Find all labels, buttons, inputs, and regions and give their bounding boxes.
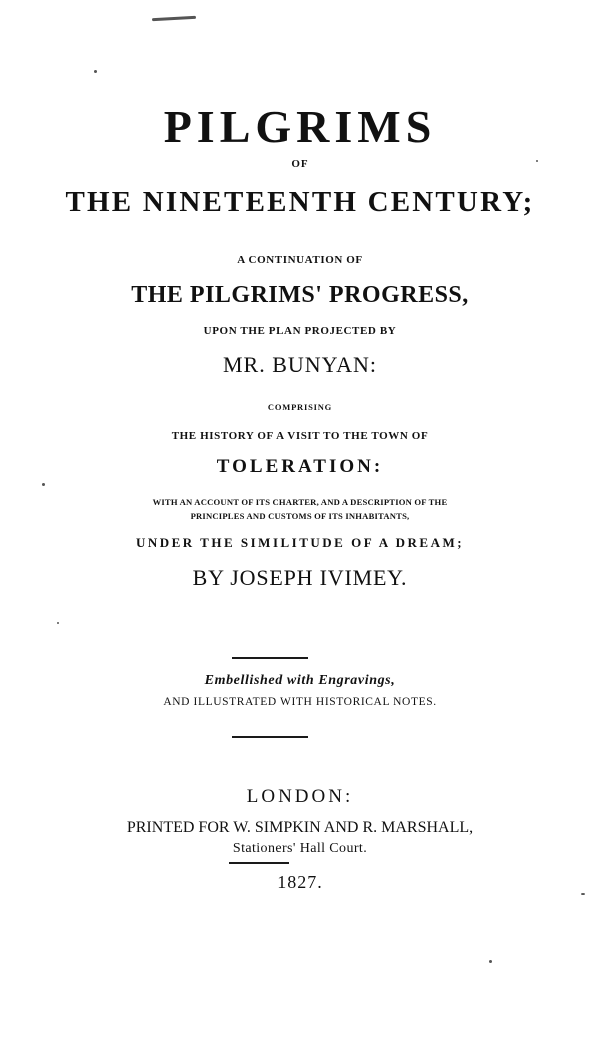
illustrated-line: AND ILLUSTRATED WITH HISTORICAL NOTES. xyxy=(163,696,437,708)
ink-speck xyxy=(94,70,97,73)
continuation-line: A CONTINUATION OF xyxy=(237,254,363,266)
ink-smudge xyxy=(152,16,196,21)
embellished-line: Embellished with Engravings, xyxy=(204,673,396,688)
ink-speck xyxy=(42,483,45,486)
similitude-line: UNDER THE SIMILITUDE OF A DREAM; xyxy=(135,535,465,550)
stationers-line: Stationers' Hall Court. xyxy=(232,841,368,856)
ink-speck xyxy=(489,960,492,963)
account-line-2: PRINCIPLES AND CUSTOMS OF ITS INHABITANTS, xyxy=(190,511,410,521)
toleration-title: TOLERATION: xyxy=(216,456,384,477)
ink-speck xyxy=(57,622,59,624)
upon-plan-line: UPON THE PLAN PROJECTED BY xyxy=(203,325,397,337)
printer-line: PRINTED FOR W. SIMPKIN AND R. MARSHALL, xyxy=(126,819,474,836)
divider-rule xyxy=(232,657,308,659)
bunyan-line: MR. BUNYAN: xyxy=(222,352,378,377)
account-line-1: WITH AN ACCOUNT OF ITS CHARTER, AND A DESCRIPTION OF THE xyxy=(152,497,448,507)
of-word: OF xyxy=(291,158,309,170)
century-title: THE NINETEENTH CENTURY; xyxy=(65,186,535,218)
divider-rule xyxy=(232,736,308,738)
history-line: THE HISTORY OF A VISIT TO THE TOWN OF xyxy=(171,430,429,442)
main-title: PILGRIMS xyxy=(163,101,437,152)
city-line: LONDON: xyxy=(246,786,354,807)
divider-rule xyxy=(229,862,289,864)
comprising-line: COMPRISING xyxy=(267,402,333,412)
ink-speck xyxy=(581,893,585,895)
progress-title: THE PILGRIMS' PROGRESS, xyxy=(131,282,469,308)
author-line: BY JOSEPH IVIMEY. xyxy=(192,565,408,590)
year-line: 1827. xyxy=(277,872,323,892)
